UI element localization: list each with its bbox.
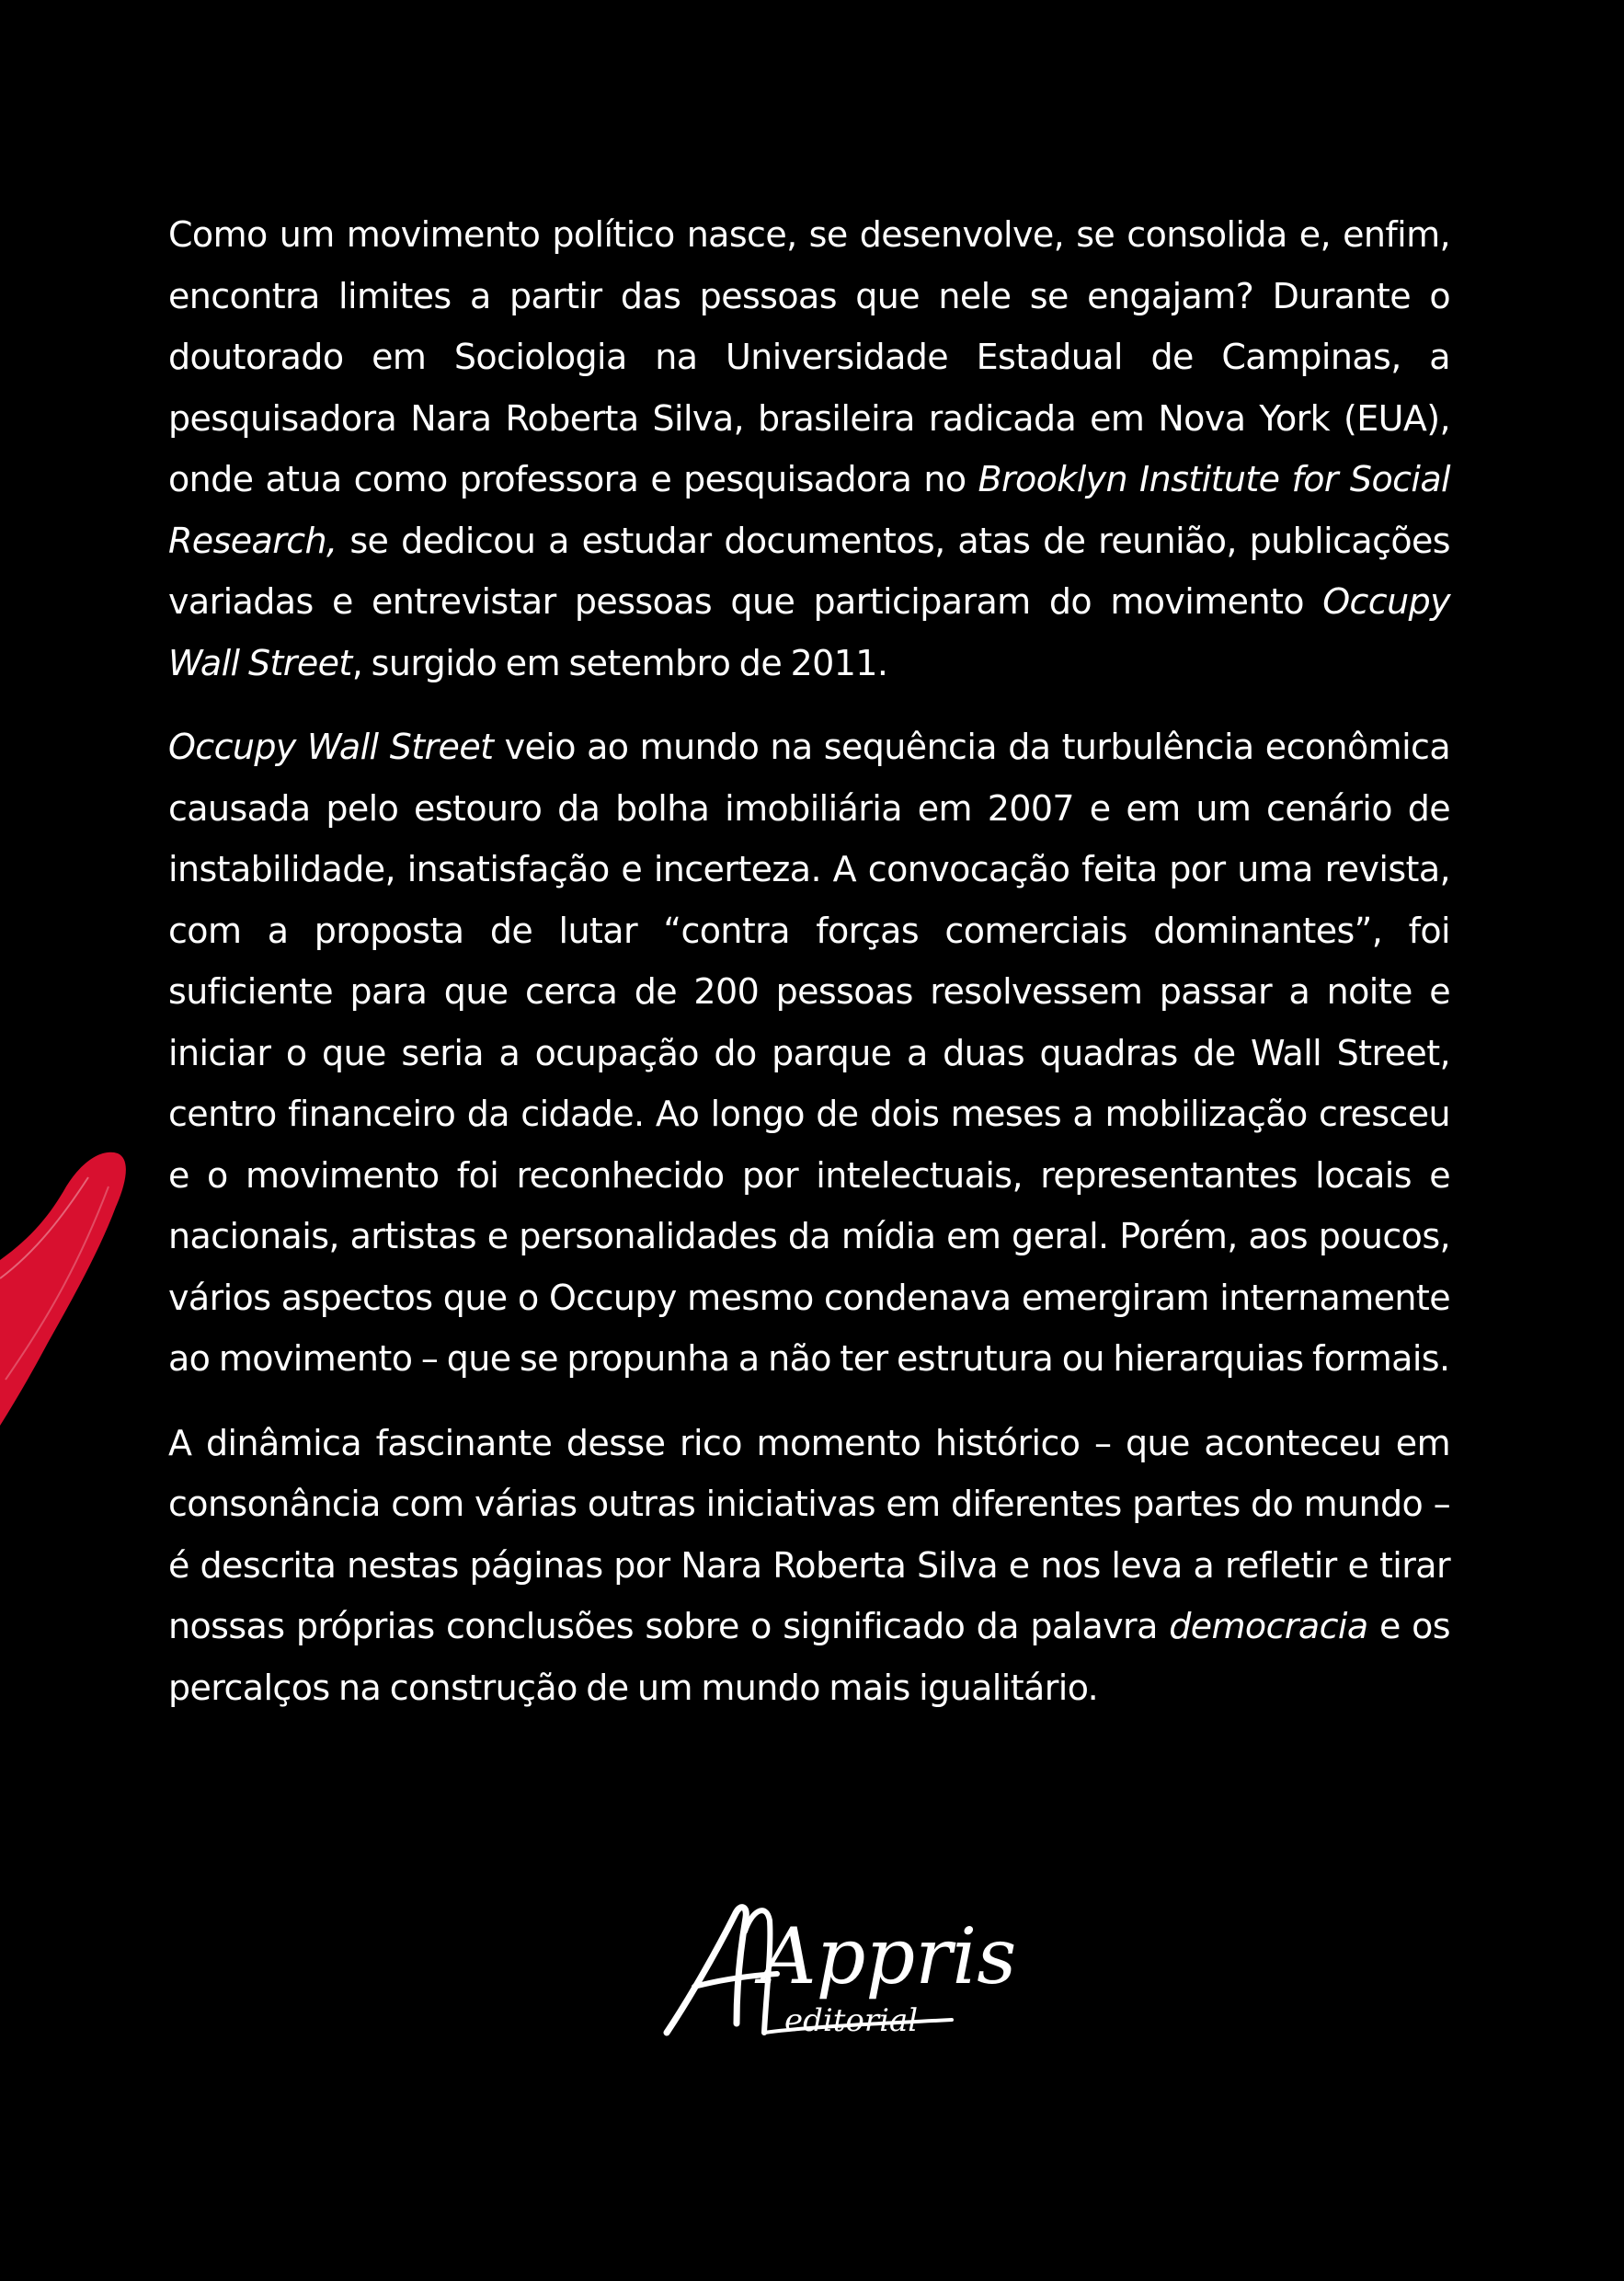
paragraph-2: Occupy Wall Street veio ao mundo na sequência da turbulência econômica causada pelo estouro da bolha imobiliária em 2007 e em um cenário de instabilidade, insatisfação e incerteza. A convocação feita por uma revista, com a proposta de lutar “contra forças comerciais dominantes”, foi suficiente para que cerca de 200 pessoas resolvessem passar a noite e iniciar o que seria a ocupação do parque a duas quadras de Wall Street, centro financeiro da cidade. Ao longo de dois meses a mobilização cresceu e o movimento foi reconhecido por intelectuais, representantes locais e nacionais, artistas e personalidades da mídia em geral. Porém, aos poucos, vários aspectos que o Occupy mesmo condenava emergiram internamente ao movimento – que se propunha a não ter estrutura ou hierarquias formais. bbox=[168, 727, 1451, 1379]
red-brush-stroke-decoration bbox=[0, 1150, 129, 1444]
back-cover-text bbox=[168, 204, 1450, 1718]
paragraph-3: A dinâmica fascinante desse rico momento histórico – que aconteceu em consonância com várias outras iniciativas em diferentes partes do mundo – é descrita nestas páginas por Nara Roberta Silva e nos leva a refletir e tirar nossas próprias conclusões sobre o significado da palavra democracia e os percalços na construção de um mundo mais igualitário. bbox=[168, 1422, 1450, 1708]
paragraph-1: Como um movimento político nasce, se desenvolve, se consolida e, enfim, encontra limites a partir das pessoas que nele se engajam? Durante o doutorado em Sociologia na Universidade Estadual de Campinas, a pesquisadora Nara Roberta Silva, brasileira radicada em Nova York (EUA), onde atua como professora e pesquisadora no Brooklyn Institute for Social Research, se dedicou a estudar documentos, atas de reunião, publicações variadas e entrevistar pessoas que participaram do movimento Occupy Wall Street, surgido em setembro de 2011. bbox=[168, 214, 1450, 683]
logo-wordmark: Appris bbox=[761, 1911, 1017, 2001]
logo-subtitle: editorial bbox=[784, 2002, 919, 2039]
appris-editorial-logo bbox=[648, 1895, 1017, 2051]
